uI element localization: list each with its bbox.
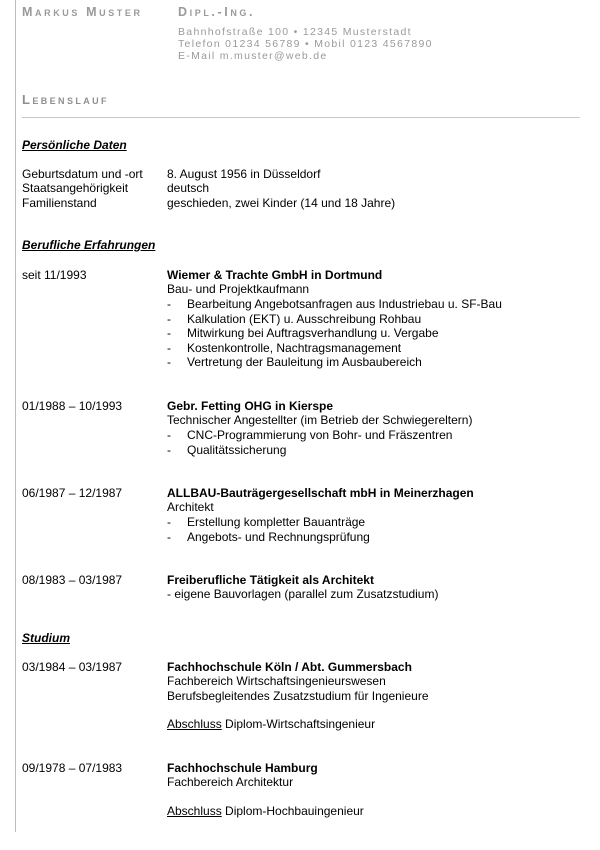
experience-date: seit 11/1993 [22, 268, 87, 282]
study-line: Berufsbegleitendes Zusatzstudium für Ingenieure [167, 689, 429, 703]
experience-bullets [167, 297, 502, 370]
experience-company: Freiberufliche Tätigkeit als Architekt [167, 573, 374, 587]
study-degree [167, 804, 364, 819]
list-item: - Vertretung der Bauleitung im Ausbaubereich [167, 355, 422, 369]
list-item: - CNC-Programmierung von Bohr- und Fräszentren [167, 428, 453, 442]
personal-value: deutsch [167, 181, 210, 195]
left-margin-line [15, 0, 16, 832]
study-degree [167, 717, 375, 732]
experience-date: 08/1983 – 03/1987 [22, 573, 123, 587]
degree-value: Diplom-Wirtschaftsingenieur [225, 717, 376, 731]
personal-label: Geburtsdatum und -ort [22, 167, 143, 181]
experience-company: Gebr. Fetting OHG in Kierspe [167, 399, 334, 413]
personal-value: geschieden, zwei Kinder (14 und 18 Jahre) [167, 196, 396, 210]
degree-label: Abschluss [167, 804, 222, 818]
experience-role: - eigene Bauvorlagen (parallel zum Zusatzstudium) [167, 587, 439, 601]
personal-heading: Persönliche Daten [22, 138, 127, 152]
study-date: 09/1978 – 07/1983 [22, 761, 123, 775]
list-item: - Angebots- und Rechnungsprüfung [167, 529, 370, 544]
experience-bullets [167, 515, 370, 544]
list-item: - Erstellung kompletter Bauanträge [167, 515, 366, 529]
header-title: Dipl.-Ing. [178, 5, 256, 19]
list-item: - Bearbeitung Angebotsanfragen aus Industriebau u. SF-Bau [167, 297, 502, 311]
experience-role: Architekt [167, 500, 214, 514]
study-school: Fachhochschule Hamburg [167, 761, 318, 775]
experience-heading: Berufliche Erfahrungen [22, 238, 156, 252]
section-title: Lebenslauf [22, 92, 109, 107]
experience-company: Wiemer & Trachte GmbH in Dortmund [167, 268, 383, 282]
experience-date: 01/1988 – 10/1993 [22, 399, 123, 413]
header-address: Bahnhofstraße 100 • 12345 Musterstadt [178, 26, 412, 38]
personal-label: Familienstand [22, 196, 97, 210]
study-date: 03/1984 – 03/1987 [22, 660, 123, 674]
experience-bullets [167, 428, 452, 457]
personal-value: 8. August 1956 in Düsseldorf [167, 167, 321, 181]
study-line: Fachbereich Architektur [167, 775, 294, 789]
experience-company: ALLBAU-Bauträgergesellschaft mbH in Meinerzhagen [167, 486, 474, 500]
header-phone: Telefon 01234 56789 • Mobil 0123 4567890 [178, 38, 433, 50]
header-email: E-Mail m.muster@web.de [178, 50, 328, 62]
section-divider [22, 117, 580, 118]
degree-label: Abschluss [167, 717, 222, 731]
header-name: Markus Muster [22, 5, 143, 19]
degree-value: Diplom-Hochbauingenieur [225, 804, 364, 818]
personal-label: Staatsangehörigkeit [22, 181, 129, 195]
study-school: Fachhochschule Köln / Abt. Gummersbach [167, 660, 412, 674]
list-item: - Mitwirkung bei Auftragsverhandlung u. Vergabe [167, 326, 439, 340]
experience-role: Technischer Angestellter (im Betrieb der Schwiegereltern) [167, 413, 473, 427]
list-item: - Kostenkontrolle, Nachtragsmanagement [167, 340, 402, 355]
experience-date: 06/1987 – 12/1987 [22, 486, 123, 500]
study-heading: Studium [22, 631, 70, 645]
list-item: - Qualitätssicherung [167, 442, 287, 457]
study-line: Fachbereich Wirtschaftsingenieurswesen [167, 674, 386, 688]
experience-role: Bau- und Projektkaufmann [167, 282, 310, 296]
list-item: - Kalkulation (EKT) u. Ausschreibung Rohbau [167, 311, 422, 326]
